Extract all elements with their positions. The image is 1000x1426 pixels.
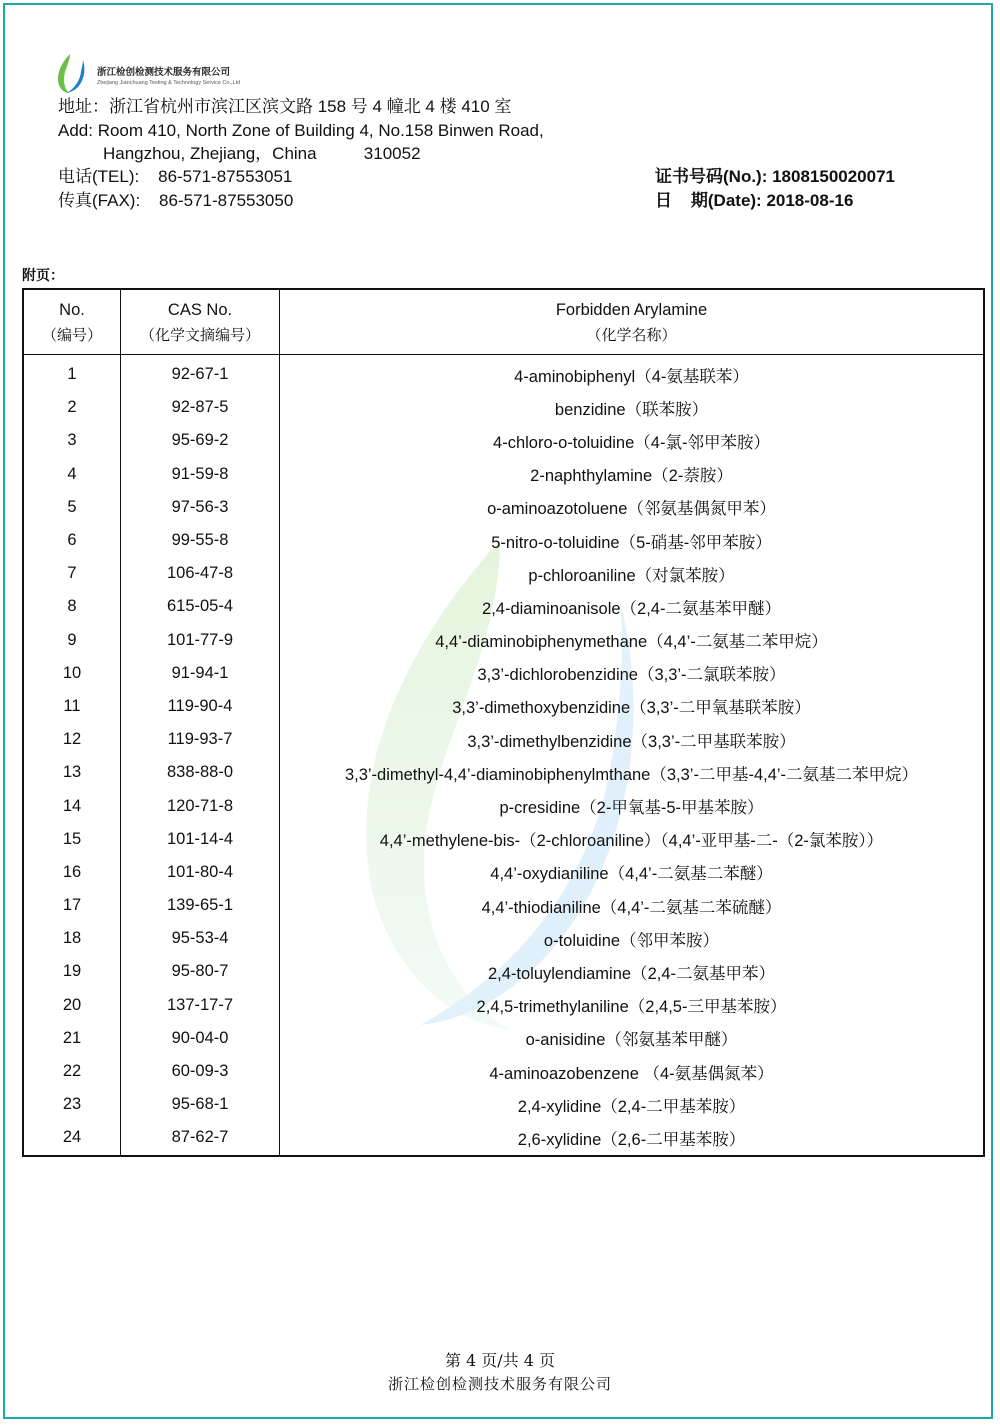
table-row <box>23 657 984 690</box>
cas-number: 95-68-1 <box>121 1088 280 1121</box>
chemical-name: 2,4-toluylendiamine（2,4-二氨基甲苯） <box>487 964 776 983</box>
row-number: 9 <box>23 624 121 657</box>
chemical-name: o-aminoazotoluene（邻氨基偶氮甲苯） <box>487 500 776 519</box>
header-cas-cn: （化学文摘编号） <box>139 326 260 344</box>
cas-number: 95-80-7 <box>121 955 280 988</box>
table-row <box>23 955 984 988</box>
chemical-name: 2,4-diaminoanisole（2,4-二氨基苯甲醚） <box>482 599 781 618</box>
header-cas <box>121 289 280 355</box>
table-header-row <box>23 289 984 355</box>
chemical-name: 4,4’-methylene-bis-（2-chloroaniline）（4,4’-亚甲基-二-（2-氯苯胺）） <box>379 832 884 851</box>
cas-number: 615-05-4 <box>121 590 280 623</box>
header-cas-en: CAS No. <box>167 301 233 319</box>
annex-label: 附页： <box>22 268 64 284</box>
table-row <box>23 458 984 491</box>
row-number: 5 <box>23 491 121 524</box>
chemical-name: o-toluidine（邻甲苯胺） <box>543 931 720 950</box>
cas-number: 106-47-8 <box>121 557 280 590</box>
cas-number: 137-17-7 <box>121 989 280 1022</box>
row-number: 6 <box>23 524 121 557</box>
row-number: 8 <box>23 590 121 623</box>
cas-number: 60-09-3 <box>121 1055 280 1088</box>
row-number: 16 <box>23 856 121 889</box>
table-row <box>23 789 984 822</box>
table-row <box>23 355 984 392</box>
table-row <box>23 491 984 524</box>
footer-company: 浙江检创检测技术服务有限公司 <box>387 1375 612 1393</box>
certificate-number: 证书号码(No.): 1808150020071 <box>655 167 896 186</box>
chemical-name: 2-naphthylamine（2-萘胺） <box>530 467 733 486</box>
page-number: 第 4 页/共 4 页 <box>444 1351 556 1370</box>
row-number: 3 <box>23 424 121 457</box>
cas-number: 87-62-7 <box>121 1121 280 1155</box>
table-row <box>23 889 984 922</box>
row-number: 22 <box>23 1055 121 1088</box>
chemical-name: 2,4,5-trimethylaniline（2,4,5-三甲基苯胺） <box>476 998 787 1017</box>
row-number: 23 <box>23 1088 121 1121</box>
cas-number: 101-14-4 <box>121 823 280 856</box>
row-number: 12 <box>23 723 121 756</box>
table-row <box>23 1055 984 1088</box>
chemical-name: 3,3’-dimethoxybenzidine（3,3’-二甲氧基联苯胺） <box>452 699 811 718</box>
table-row <box>23 557 984 590</box>
chemical-name: o-anisidine（邻氨基苯甲醚） <box>525 1031 738 1050</box>
chemical-name: p-cresidine（2-甲氧基-5-甲基苯胺） <box>499 799 764 818</box>
cas-number: 101-80-4 <box>121 856 280 889</box>
chemical-name: 2,6-xylidine（2,6-二甲基苯胺） <box>517 1130 746 1149</box>
chemical-name: 3,3’-dichlorobenzidine（3,3’-二氯联苯胺） <box>477 666 786 685</box>
cas-number: 838-88-0 <box>121 756 280 789</box>
header-no-cn: （编号） <box>41 326 102 344</box>
row-number: 15 <box>23 823 121 856</box>
cas-number: 120-71-8 <box>121 789 280 822</box>
table-row <box>23 922 984 955</box>
cas-number: 119-90-4 <box>121 690 280 723</box>
row-number: 10 <box>23 657 121 690</box>
chemical-name: 2,4-xylidine（2,4-二甲基苯胺） <box>517 1097 746 1116</box>
cas-number: 92-87-5 <box>121 391 280 424</box>
table-row <box>23 1088 984 1121</box>
table-row <box>23 624 984 657</box>
row-number: 13 <box>23 756 121 789</box>
chemical-name: 4-aminobiphenyl（4-氨基联苯） <box>514 367 749 386</box>
row-number: 14 <box>23 789 121 822</box>
chemical-name: 4-chloro-o-toluidine（4-氯-邻甲苯胺） <box>493 433 770 452</box>
cas-number: 95-53-4 <box>121 922 280 955</box>
row-number: 19 <box>23 955 121 988</box>
table-row <box>23 823 984 856</box>
tel: 电话(TEL): 86-571-87553051 <box>58 167 293 186</box>
header-no-en: No. <box>59 301 85 319</box>
table-row <box>23 1121 984 1155</box>
row-number: 4 <box>23 458 121 491</box>
row-number: 11 <box>23 690 121 723</box>
cas-number: 97-56-3 <box>121 491 280 524</box>
address-en-line2: Hangzhou, Zhejiang，China 310052 <box>103 144 421 163</box>
chemical-name: 4,4’-diaminobiphenymethane（4,4’-二氨基二苯甲烷） <box>435 633 828 652</box>
row-number: 24 <box>23 1121 121 1155</box>
row-number: 7 <box>23 557 121 590</box>
company-name-cn: 浙江检创检测技术服务有限公司 <box>97 67 231 78</box>
row-number: 1 <box>23 355 121 392</box>
row-number: 2 <box>23 391 121 424</box>
company-logo-icon <box>50 52 92 94</box>
table-row <box>23 524 984 557</box>
cas-number: 119-93-7 <box>121 723 280 756</box>
cas-number: 139-65-1 <box>121 889 280 922</box>
row-number: 20 <box>23 989 121 1022</box>
cas-number: 95-69-2 <box>121 424 280 457</box>
chemical-name: 5-nitro-o-toluidine（5-硝基-邻甲苯胺） <box>491 533 772 552</box>
table-row <box>23 989 984 1022</box>
row-number: 18 <box>23 922 121 955</box>
chemical-name: p-chloroaniline（对氯苯胺） <box>528 566 735 585</box>
table-row <box>23 590 984 623</box>
chemical-name: benzidine（联苯胺） <box>554 400 709 419</box>
table-row <box>23 1022 984 1055</box>
table-row <box>23 690 984 723</box>
row-number: 21 <box>23 1022 121 1055</box>
chemical-name: 3,3’-dimethylbenzidine（3,3’-二甲基联苯胺） <box>467 732 796 751</box>
cas-number: 90-04-0 <box>121 1022 280 1055</box>
chemical-name: 4,4’-thiodianiline（4,4’-二氨基二苯硫醚） <box>481 898 782 917</box>
table-row <box>23 391 984 424</box>
arylamine-table <box>22 288 985 1157</box>
table-body <box>23 355 984 1156</box>
cas-number: 91-59-8 <box>121 458 280 491</box>
table-row <box>23 756 984 789</box>
header-name-cn: （化学名称） <box>586 326 677 344</box>
table-row <box>23 424 984 457</box>
chemical-name: 3,3’-dimethyl-4,4’-diaminobiphenylmthane（3,3’-二甲基-4,4’-二氨基二苯甲烷） <box>344 765 919 784</box>
cas-number: 101-77-9 <box>121 624 280 657</box>
address-en-line1: Add: Room 410, North Zone of Building 4, No.158 Binwen Road, <box>58 121 544 140</box>
address-cn: 地址：浙江省杭州市滨江区滨文路 158 号 4 幢北 4 楼 410 室 <box>58 97 512 116</box>
cas-number: 91-94-1 <box>121 657 280 690</box>
header-name <box>280 289 985 355</box>
chemical-name: 4,4’-oxydianiline（4,4’-二氨基二苯醚） <box>490 865 773 884</box>
row-number: 17 <box>23 889 121 922</box>
header-no <box>23 289 121 355</box>
report-date: 日 期(Date): 2018-08-16 <box>655 191 854 210</box>
table-row <box>23 856 984 889</box>
fax: 传真(FAX): 86-571-87553050 <box>58 191 294 210</box>
header-name-en: Forbidden Arylamine <box>555 301 708 319</box>
cas-number: 99-55-8 <box>121 524 280 557</box>
chemical-name: 4-aminoazobenzene （4-氨基偶氮苯） <box>489 1064 774 1083</box>
table-row <box>23 723 984 756</box>
cas-number: 92-67-1 <box>121 355 280 392</box>
company-name-en: Zhejiang Jianchuang Testing & Technology Service Co.,Ltd <box>97 80 241 86</box>
